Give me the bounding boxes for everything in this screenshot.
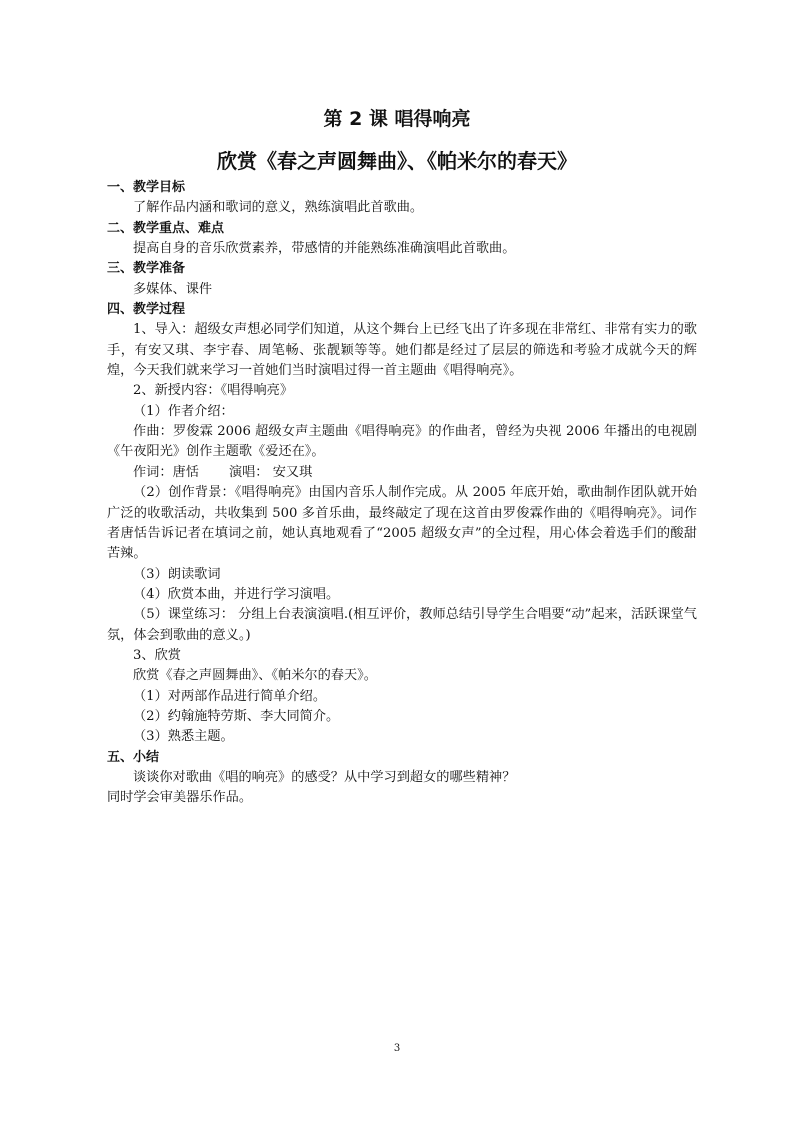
process-brief-intro: （1）对两部作品进行简单介绍。: [133, 688, 327, 704]
process-read-lyrics: （3）朗读歌词: [133, 566, 221, 582]
process-author-intro: （1）作者介绍：: [133, 403, 234, 419]
section-heading-process: 四、教学过程: [107, 302, 186, 318]
process-appreciate-works: 欣赏《春之声圆舞曲》、《帕米尔的春天》。: [133, 668, 377, 684]
process-appreciate-song: （4）欣赏本曲，并进行学习演唱。: [133, 586, 340, 602]
process-composers-intro: （2）约翰施特劳斯、李大同简介。: [133, 708, 340, 724]
lyricist-credit: 作词：唐恬: [133, 464, 199, 480]
summary-line-1: 谈谈你对歌曲《唱的响亮》的感受？从中学习到超女的哪些精神？: [133, 769, 516, 785]
section-heading-prep: 三、教学准备: [107, 261, 186, 277]
process-composer-paragraph: 作曲：罗俊霖 2006 超级女声主题曲《唱得响亮》的作曲者，曾经为央视 2006 年播出的电视剧《午夜阳光》创作主题歌《爱还在》。: [107, 424, 697, 460]
process-practice-paragraph: （5）课堂练习： 分组上台表演演唱.(相互评价，教师总结引导学生合唱要“动”起来，活跃课堂气氛，体会到歌曲的意义。): [107, 607, 697, 643]
section-heading-summary: 五、小结: [107, 749, 160, 765]
process-credits-line: [107, 463, 697, 483]
section-heading-focus: 二、教学重点、难点: [107, 220, 225, 236]
summary-line-2: 同时学会审美器乐作品。: [107, 790, 253, 806]
goal-text: 了解作品内涵和歌词的意义，熟练演唱此首歌曲。: [133, 200, 424, 216]
lesson-body: [107, 178, 697, 809]
singer-credit: 演唱： 安又琪: [228, 464, 313, 480]
process-intro-paragraph: 1、导入：超级女声想必同学们知道，从这个舞台上已经飞出了许多现在非常红、非常有实力的歌手，有安又琪、李宇春、周笔畅、张靓颖等等。她们都是经过了层层的筛选和考验才成就今天的辉煌，今天我们就来学习一首她们当时演唱过得一首主题曲《唱得响亮》。: [107, 322, 697, 379]
section-heading-goal: 一、教学目标: [107, 180, 186, 195]
process-new-content: 2、新授内容：《唱得响亮》: [133, 383, 294, 399]
focus-text: 提高自身的音乐欣赏素养，带感情的并能熟练准确演唱此首歌曲。: [133, 241, 516, 257]
prep-text: 多媒体、课件: [133, 281, 213, 297]
process-appreciate: 3、欣赏: [133, 647, 181, 663]
process-background-paragraph: （2）创作背景：《唱得响亮》由国内音乐人制作完成。从 2005 年底开始，歌曲制作团队就开始广泛的收歌活动，共收集到 500 多首乐曲，最终敲定了现在这首由罗俊霖作曲的《唱得响亮》。词作者唐恬告诉记者在填词之前，她认真地观看了“2005 超级女声”的全过程，用心体会着选手们的酸甜苦辣。: [107, 485, 697, 562]
page-number: 3: [393, 1043, 401, 1054]
lesson-subtitle: 欣赏《春之声圆舞曲》、《帕米尔的春天》: [217, 149, 577, 173]
process-theme: （3）熟悉主题。: [133, 729, 234, 745]
lesson-title: 第 2 课 唱得响亮: [323, 108, 471, 130]
